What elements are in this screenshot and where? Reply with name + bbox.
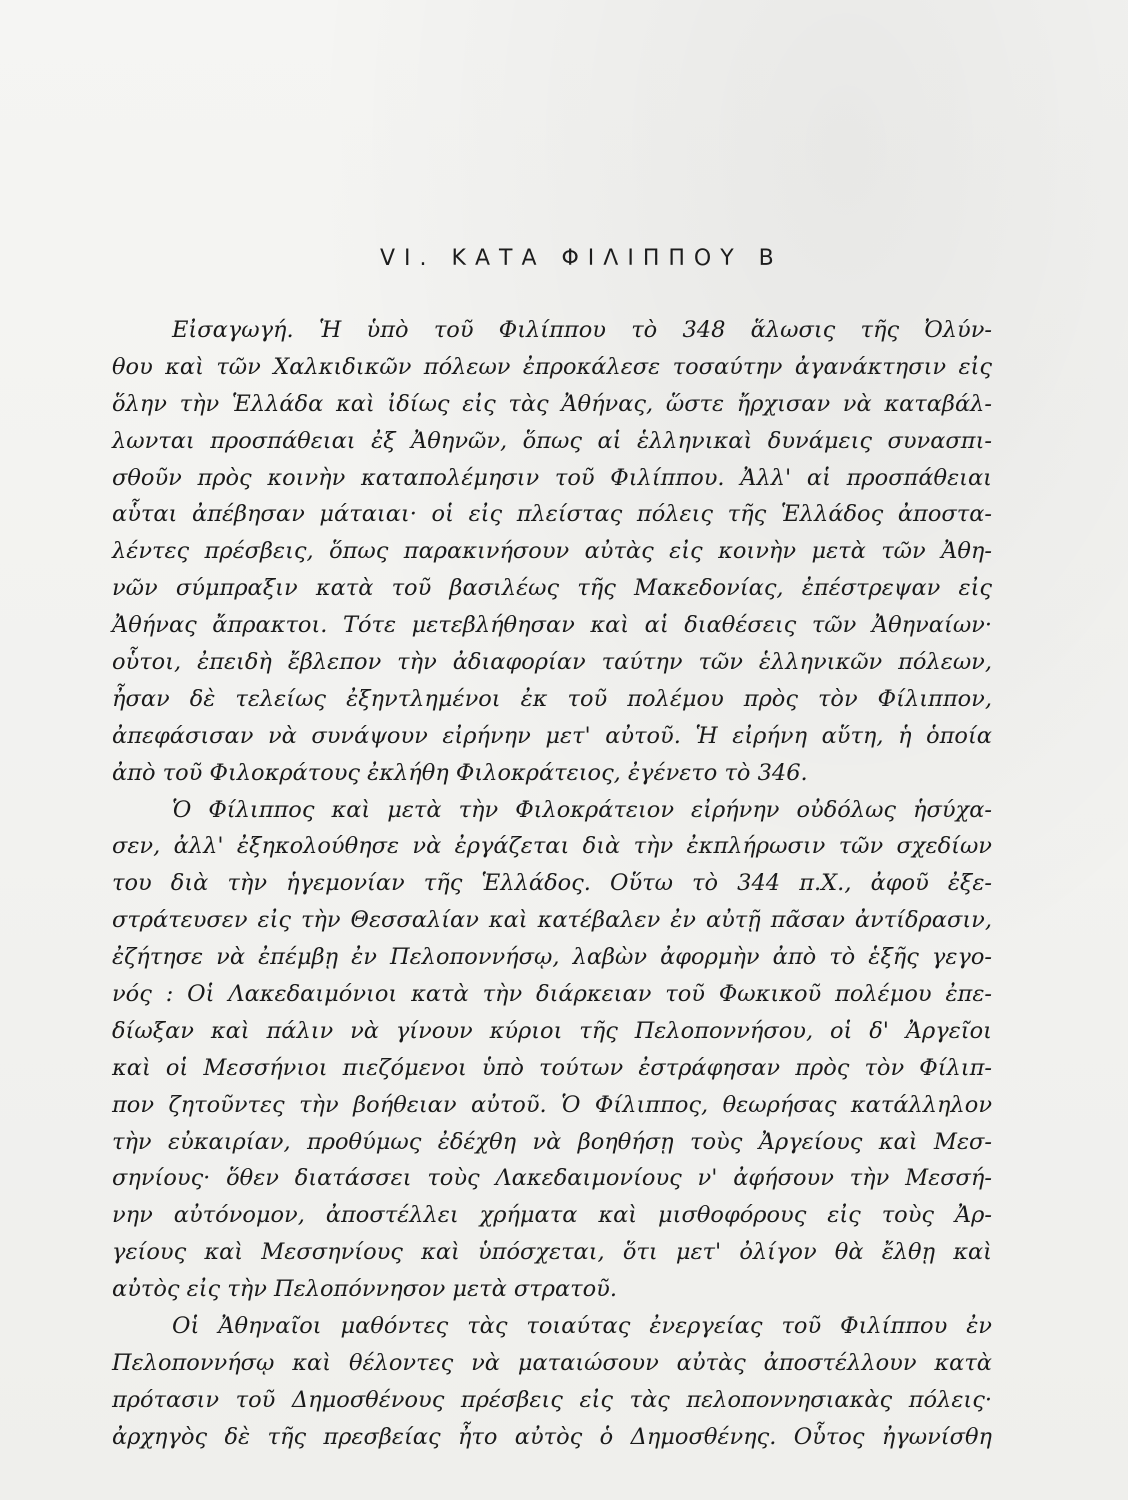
text-line: θου καὶ τῶν Χαλκιδικῶν πόλεων ἐπροκάλεσε τοσαύτην ἀγανάκτησιν εἰς [112, 353, 992, 380]
text-line: του διὰ τὴν ἡγεμονίαν τῆς Ἑλλάδος. Οὕτω τὸ 344 π.Χ., ἀφοῦ ἐξε- [112, 870, 992, 897]
text-line: καὶ οἱ Μεσσήνιοι πιεζόμενοι ὑπὸ τούτων ἐστράφησαν πρὸς τὸν Φίλιπ- [112, 1054, 992, 1081]
text-line: ἀπὸ τοῦ Φιλοκράτους ἐκλήθη Φιλοκράτειος, ἐγένετο τὸ 346. [112, 759, 808, 786]
text-line: νός : Οἱ Λακεδαιμόνιοι κατὰ τὴν διάρκειαν τοῦ Φωκικοῦ πολέμου ἐπε- [112, 981, 992, 1008]
text-line: σηνίους· ὅθεν διατάσσει τοὺς Λακεδαιμονίους ν' ἀφήσουν τὴν Μεσσή- [112, 1165, 992, 1192]
text-line: νῶν σύμπραξιν κατὰ τοῦ βασιλέως τῆς Μακεδονίας, ἐπέστρεψαν εἰς [112, 575, 992, 602]
text-line: στράτευσεν εἰς τὴν Θεσσαλίαν καὶ κατέβαλεν ἐν αὐτῇ πᾶσαν ἀντίδρασιν, [112, 907, 992, 934]
text-line: σθοῦν πρὸς κοινὴν καταπολέμησιν τοῦ Φιλίππου. Ἀλλ' αἱ προσπάθειαι [112, 464, 992, 491]
text-line: δίωξαν καὶ πάλιν νὰ γίνουν κύριοι τῆς Πελοποννήσου, οἱ δ' Ἀργεῖοι [112, 1017, 992, 1044]
text-line: αὐτὸς εἰς τὴν Πελοπόννησον μετὰ στρατοῦ. [112, 1276, 617, 1303]
text-line: Οἱ Ἀθηναῖοι μαθόντες τὰς τοιαύτας ἐνεργείας τοῦ Φιλίππου ἐν [172, 1313, 992, 1340]
text-line: οὗτοι, ἐπειδὴ ἔβλεπον τὴν ἀδιαφορίαν ταύτην τῶν ἑλληνικῶν πόλεων, [112, 649, 992, 676]
text-line: ἀπεφάσισαν νὰ συνάψουν εἰρήνην μετ' αὐτοῦ. Ἡ εἰρήνη αὕτη, ἡ ὁποία [112, 722, 992, 749]
text-line: λωνται προσπάθειαι ἐξ Ἀθηνῶν, ὅπως αἱ ἑλληνικαὶ δυνάμεις συνασπι- [112, 427, 992, 454]
text-line: πον ζητοῦντες τὴν βοήθειαν αὐτοῦ. Ὁ Φίλιππος, θεωρήσας κατάλληλον [112, 1091, 992, 1118]
chapter-heading: VI. ΚΑΤΑ ΦΙΛΙΠΠΟΥ Β [380, 246, 783, 271]
text-line: Ὁ Φίλιππος καὶ μετὰ τὴν Φιλοκράτειον εἰρήνην οὐδόλως ἡσύχα- [172, 796, 992, 823]
text-line: ἐζήτησε νὰ ἐπέμβῃ ἐν Πελοποννήσῳ, λαβὼν ἀφορμὴν ἀπὸ τὸ ἑξῆς γεγο- [112, 944, 992, 971]
body-text [112, 312, 992, 1456]
text-line: Πελοποννήσῳ καὶ θέλοντες νὰ ματαιώσουν αὐτὰς ἀποστέλλουν κατὰ [112, 1349, 992, 1376]
text-line: νην αὐτόνομον, ἀποστέλλει χρήματα καὶ μισθοφόρους εἰς τοὺς Ἀρ- [112, 1202, 992, 1229]
text-line: πρότασιν τοῦ Δημοσθένους πρέσβεις εἰς τὰς πελοποννησιακὰς πόλεις· [112, 1386, 992, 1413]
text-line: ὅλην τὴν Ἑλλάδα καὶ ἰδίως εἰς τὰς Ἀθήνας, ὥστε ἤρχισαν νὰ καταβάλ- [112, 390, 992, 417]
text-line: ἀρχηγὸς δὲ τῆς πρεσβείας ἦτο αὐτὸς ὁ Δημοσθένης. Οὗτος ἠγωνίσθη [112, 1423, 992, 1450]
text-line: σεν, ἀλλ' ἐξηκολούθησε νὰ ἐργάζεται διὰ τὴν ἐκπλήρωσιν τῶν σχεδίων [112, 833, 992, 860]
text-line: ἦσαν δὲ τελείως ἐξηντλημένοι ἐκ τοῦ πολέμου πρὸς τὸν Φίλιππον, [112, 685, 992, 712]
text-line: Εἰσαγωγή. Ἡ ὑπὸ τοῦ Φιλίππου τὸ 348 ἅλωσις τῆς Ὀλύν- [172, 317, 992, 343]
text-line: Ἀθήνας ἄπρακτοι. Τότε μετεβλήθησαν καὶ αἱ διαθέσεις τῶν Ἀθηναίων· [112, 612, 992, 639]
text-line: αὗται ἀπέβησαν μάταιαι· οἱ εἰς πλείστας πόλεις τῆς Ἑλλάδος ἀποστα- [112, 501, 992, 528]
text-line: γείους καὶ Μεσσηνίους καὶ ὑπόσχεται, ὅτι μετ' ὀλίγον θὰ ἔλθῃ καὶ [112, 1239, 992, 1266]
text-line: λέντες πρέσβεις, ὅπως παρακινήσουν αὐτὰς εἰς κοινὴν μετὰ τῶν Ἀθη- [112, 538, 992, 565]
text-line: τὴν εὐκαιρίαν, προθύμως ἐδέχθη νὰ βοηθήσῃ τοὺς Ἀργείους καὶ Μεσ- [112, 1128, 992, 1155]
